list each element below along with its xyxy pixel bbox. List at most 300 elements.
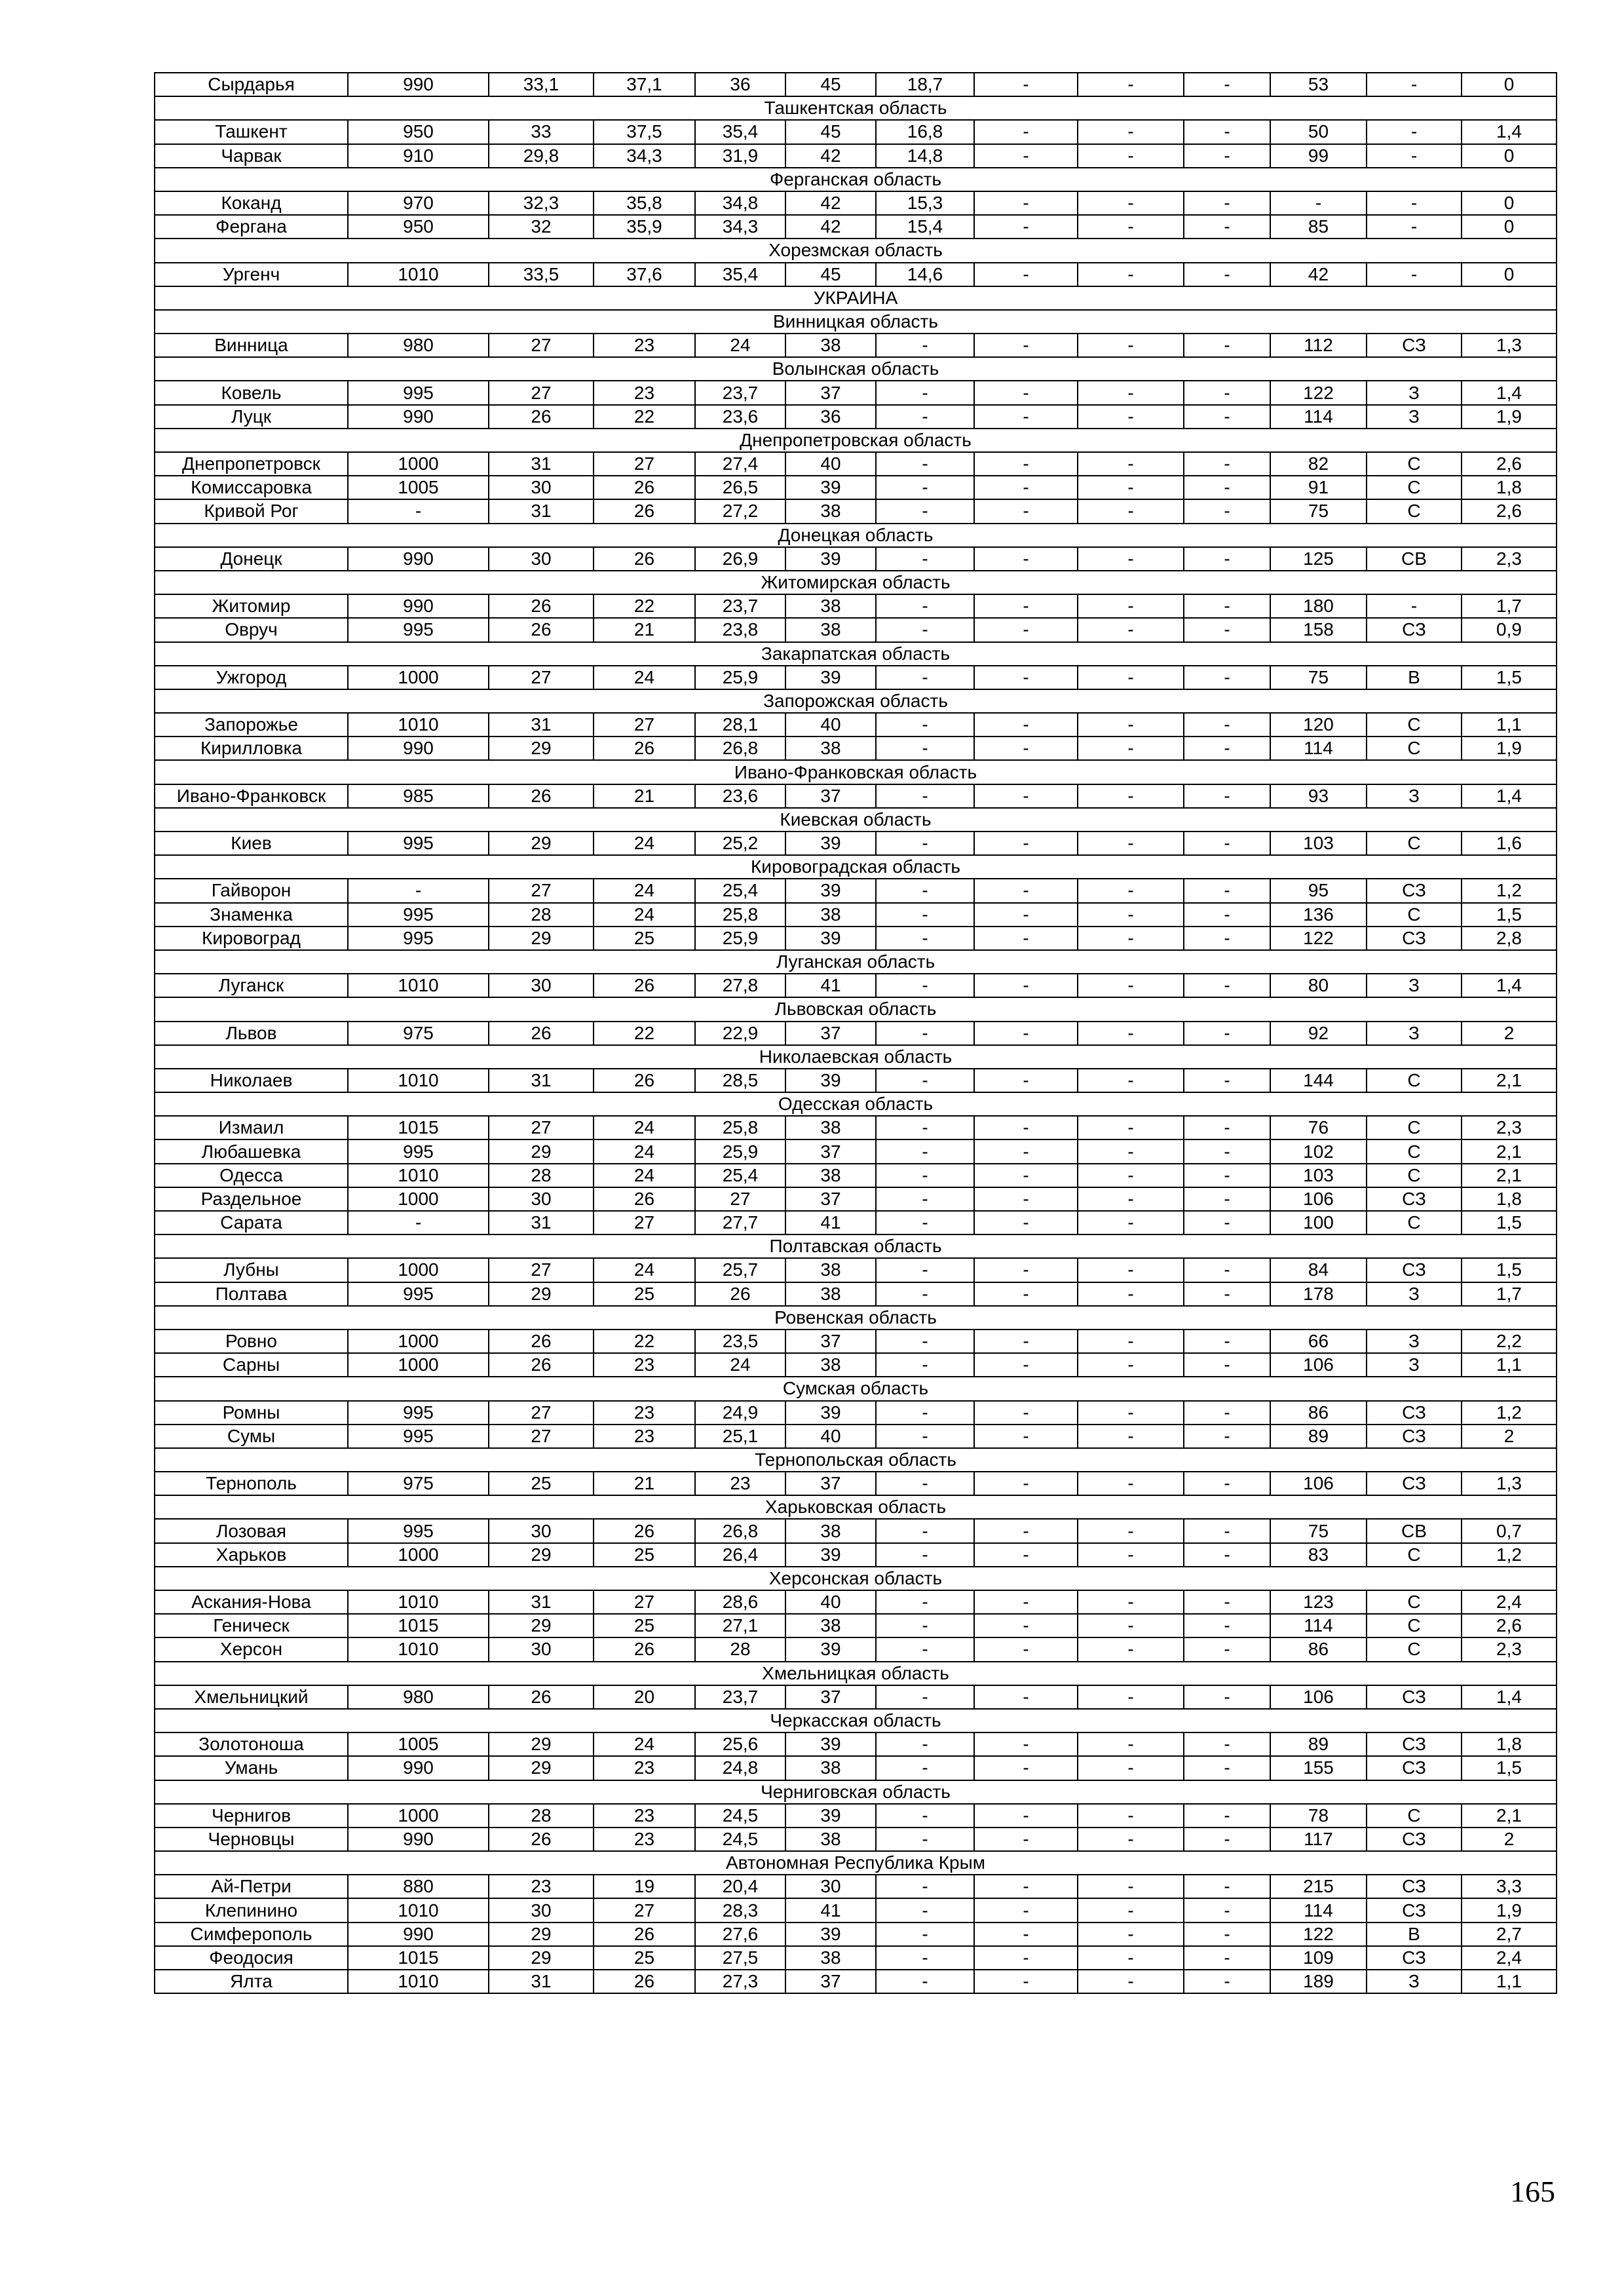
value-cell: - [974, 144, 1078, 168]
value-cell: 215 [1270, 1875, 1367, 1898]
value-cell: 0 [1462, 144, 1557, 168]
value-cell: - [1184, 1946, 1270, 1970]
value-cell: - [1078, 737, 1184, 760]
region-header-row [155, 642, 1557, 666]
value-cell: - [974, 927, 1078, 950]
station-name-cell: Чернигов [155, 1804, 348, 1827]
value-cell: 29,8 [489, 144, 594, 168]
value-cell: - [974, 1827, 1078, 1851]
value-cell: 45 [785, 263, 876, 286]
value-cell: 38 [785, 1282, 876, 1306]
value-cell: 21 [594, 618, 695, 641]
value-cell: - [876, 713, 974, 737]
value-cell: СЗ [1367, 618, 1462, 641]
value-cell: - [974, 1923, 1078, 1946]
value-cell: 30 [489, 974, 594, 997]
value-cell: 28,3 [695, 1898, 785, 1922]
value-cell: 980 [348, 334, 489, 357]
value-cell: - [974, 1543, 1078, 1567]
value-cell: 995 [348, 381, 489, 404]
value-cell: 27,2 [695, 499, 785, 523]
value-cell: 990 [348, 1923, 489, 1946]
value-cell: - [1078, 594, 1184, 618]
value-cell: 37 [785, 1472, 876, 1495]
value-cell: - [974, 713, 1078, 737]
value-cell: 37,1 [594, 73, 695, 96]
table-row [155, 191, 1557, 215]
value-cell: - [876, 927, 974, 950]
value-cell: 25 [594, 1282, 695, 1306]
value-cell: 31 [489, 1211, 594, 1234]
table-row [155, 334, 1557, 357]
station-name-cell: Кировоград [155, 927, 348, 950]
value-cell: 22 [594, 594, 695, 618]
value-cell: 1000 [348, 1187, 489, 1211]
region-header-row [155, 286, 1557, 310]
value-cell: 38 [785, 1258, 876, 1282]
value-cell: - [1184, 1590, 1270, 1614]
value-cell: 106 [1270, 1353, 1367, 1377]
value-cell: 1,4 [1462, 784, 1557, 808]
value-cell: 25,4 [695, 1164, 785, 1187]
value-cell: - [876, 1875, 974, 1898]
value-cell: С [1367, 713, 1462, 737]
value-cell: 2,6 [1462, 499, 1557, 523]
value-cell: 27 [489, 334, 594, 357]
value-cell: 27 [594, 1590, 695, 1614]
value-cell: - [1184, 1614, 1270, 1637]
value-cell: 1,1 [1462, 1353, 1557, 1377]
value-cell: - [974, 784, 1078, 808]
region-name: Ташкентская область [155, 96, 1557, 120]
value-cell: - [1184, 499, 1270, 523]
value-cell: - [974, 1472, 1078, 1495]
value-cell: 26 [489, 1022, 594, 1045]
table-row [155, 1946, 1557, 1970]
value-cell: 38 [785, 499, 876, 523]
value-cell: - [974, 381, 1078, 404]
value-cell: 36 [785, 405, 876, 429]
value-cell: - [876, 1732, 974, 1756]
value-cell: СЗ [1367, 927, 1462, 950]
value-cell: - [876, 903, 974, 927]
value-cell: 31 [489, 713, 594, 737]
station-name-cell: Ужгород [155, 666, 348, 689]
value-cell: 29 [489, 1543, 594, 1567]
value-cell: - [1078, 1614, 1184, 1637]
value-cell: - [974, 666, 1078, 689]
value-cell: 33,1 [489, 73, 594, 96]
region-name: Хмельницкая область [155, 1662, 1557, 1685]
value-cell: - [974, 476, 1078, 499]
value-cell: - [876, 1187, 974, 1211]
value-cell: 27,4 [695, 452, 785, 476]
value-cell: - [876, 334, 974, 357]
value-cell: 26 [489, 784, 594, 808]
value-cell: - [1367, 73, 1462, 96]
value-cell: 41 [785, 974, 876, 997]
region-name: Луганская область [155, 950, 1557, 974]
value-cell: 37 [785, 1022, 876, 1045]
value-cell: - [1078, 1946, 1184, 1970]
value-cell: 50 [1270, 120, 1367, 144]
value-cell: - [1184, 1164, 1270, 1187]
value-cell: 1,9 [1462, 737, 1557, 760]
station-name-cell: Киев [155, 832, 348, 855]
value-cell: - [974, 594, 1078, 618]
station-name-cell: Полтава [155, 1282, 348, 1306]
value-cell: 31 [489, 499, 594, 523]
value-cell: 23,7 [695, 1685, 785, 1709]
value-cell: 109 [1270, 1946, 1367, 1970]
value-cell: 38 [785, 618, 876, 641]
value-cell: 27,3 [695, 1970, 785, 1993]
station-name-cell: Винница [155, 334, 348, 357]
value-cell: - [1184, 144, 1270, 168]
value-cell: 990 [348, 547, 489, 571]
value-cell: - [876, 784, 974, 808]
value-cell: 2,8 [1462, 927, 1557, 950]
value-cell: 995 [348, 618, 489, 641]
value-cell: - [876, 1519, 974, 1542]
region-header-row [155, 96, 1557, 120]
value-cell: - [974, 1875, 1078, 1898]
value-cell: 33,5 [489, 263, 594, 286]
value-cell: 1000 [348, 1330, 489, 1353]
value-cell: 99 [1270, 144, 1367, 168]
value-cell: - [1184, 263, 1270, 286]
value-cell: 26 [594, 1923, 695, 1946]
value-cell: - [876, 1898, 974, 1922]
value-cell: 23 [489, 1875, 594, 1898]
value-cell: С [1367, 499, 1462, 523]
value-cell: - [974, 903, 1078, 927]
region-name: Полтавская область [155, 1234, 1557, 1258]
value-cell: 27 [489, 1401, 594, 1425]
value-cell: - [1078, 1472, 1184, 1495]
value-cell: - [1078, 1875, 1184, 1898]
value-cell: 2,6 [1462, 452, 1557, 476]
value-cell: С [1367, 1211, 1462, 1234]
value-cell: 910 [348, 144, 489, 168]
value-cell: 22 [594, 405, 695, 429]
region-header-row [155, 1092, 1557, 1116]
value-cell: 38 [785, 1519, 876, 1542]
value-cell: 25,9 [695, 666, 785, 689]
table-row [155, 666, 1557, 689]
value-cell: - [1078, 784, 1184, 808]
value-cell: 14,6 [876, 263, 974, 286]
value-cell: - [974, 1614, 1078, 1637]
value-cell: 27 [695, 1187, 785, 1211]
value-cell: 23 [594, 1425, 695, 1448]
value-cell: - [1078, 1827, 1184, 1851]
station-name-cell: Чарвак [155, 144, 348, 168]
value-cell: 23,6 [695, 784, 785, 808]
value-cell: 1,5 [1462, 1258, 1557, 1282]
region-name: Николаевская область [155, 1045, 1557, 1069]
value-cell: - [876, 832, 974, 855]
region-name: Винницкая область [155, 310, 1557, 334]
region-header-row [155, 239, 1557, 262]
value-cell: З [1367, 1970, 1462, 1993]
value-cell: - [1184, 1875, 1270, 1898]
value-cell: - [1078, 263, 1184, 286]
value-cell: - [1184, 1401, 1270, 1425]
station-name-cell: Любашевка [155, 1139, 348, 1163]
value-cell: 1,8 [1462, 476, 1557, 499]
value-cell: - [1184, 1898, 1270, 1922]
value-cell: - [974, 1519, 1078, 1542]
value-cell: 28 [489, 1164, 594, 1187]
region-header-row [155, 1709, 1557, 1732]
value-cell: З [1367, 974, 1462, 997]
region-header-row [155, 168, 1557, 191]
value-cell: 27 [489, 1425, 594, 1448]
value-cell: 24 [594, 1732, 695, 1756]
value-cell: 35,8 [594, 191, 695, 215]
value-cell: З [1367, 1282, 1462, 1306]
value-cell: 189 [1270, 1970, 1367, 1993]
value-cell: - [1078, 1401, 1184, 1425]
station-name-cell: Клепинино [155, 1898, 348, 1922]
value-cell: 39 [785, 1637, 876, 1661]
table-row [155, 1139, 1557, 1163]
station-name-cell: Луганск [155, 974, 348, 997]
value-cell: - [876, 1401, 974, 1425]
value-cell: 985 [348, 784, 489, 808]
value-cell: 26 [489, 594, 594, 618]
value-cell: - [1078, 666, 1184, 689]
table-row [155, 1614, 1557, 1637]
value-cell: - [974, 1211, 1078, 1234]
station-name-cell: Львов [155, 1022, 348, 1045]
value-cell: З [1367, 1353, 1462, 1377]
value-cell: - [974, 618, 1078, 641]
value-cell: - [1184, 1685, 1270, 1709]
value-cell: - [1184, 737, 1270, 760]
value-cell: 2,3 [1462, 547, 1557, 571]
value-cell: 1015 [348, 1614, 489, 1637]
value-cell: 995 [348, 1139, 489, 1163]
table-row [155, 476, 1557, 499]
station-name-cell: Запорожье [155, 713, 348, 737]
value-cell: - [876, 1543, 974, 1567]
value-cell: - [1184, 1022, 1270, 1045]
value-cell: 89 [1270, 1425, 1367, 1448]
table-row [155, 1401, 1557, 1425]
value-cell: 38 [785, 737, 876, 760]
value-cell: 28,5 [695, 1069, 785, 1092]
value-cell: 1,4 [1462, 1685, 1557, 1709]
value-cell: - [1078, 927, 1184, 950]
value-cell: 125 [1270, 547, 1367, 571]
table-row [155, 1756, 1557, 1780]
table-row [155, 594, 1557, 618]
value-cell: 2,3 [1462, 1116, 1557, 1139]
value-cell: - [1078, 73, 1184, 96]
value-cell: 38 [785, 334, 876, 357]
value-cell: - [876, 1827, 974, 1851]
value-cell: - [974, 499, 1078, 523]
value-cell: 31 [489, 452, 594, 476]
value-cell: С [1367, 476, 1462, 499]
value-cell: 38 [785, 1116, 876, 1139]
value-cell: - [1184, 1732, 1270, 1756]
value-cell: СЗ [1367, 1875, 1462, 1898]
value-cell: - [876, 666, 974, 689]
value-cell: 23,7 [695, 594, 785, 618]
value-cell: - [1367, 120, 1462, 144]
value-cell: 34,8 [695, 191, 785, 215]
value-cell: - [1184, 1258, 1270, 1282]
value-cell: - [1078, 1164, 1184, 1187]
value-cell: 27 [594, 452, 695, 476]
value-cell: - [1184, 1282, 1270, 1306]
table-row [155, 1732, 1557, 1756]
value-cell: 18,7 [876, 73, 974, 96]
value-cell: - [1184, 1211, 1270, 1234]
value-cell: 39 [785, 832, 876, 855]
value-cell: 41 [785, 1898, 876, 1922]
value-cell: 14,8 [876, 144, 974, 168]
value-cell: - [1078, 120, 1184, 144]
table-row [155, 1685, 1557, 1709]
table-row [155, 974, 1557, 997]
value-cell: - [1184, 1756, 1270, 1780]
value-cell: - [974, 1116, 1078, 1139]
value-cell: 30 [489, 547, 594, 571]
value-cell: 2,1 [1462, 1069, 1557, 1092]
value-cell: 39 [785, 1401, 876, 1425]
value-cell: 114 [1270, 1614, 1367, 1637]
value-cell: - [876, 1330, 974, 1353]
value-cell: 1,1 [1462, 1970, 1557, 1993]
table-row [155, 1211, 1557, 1234]
value-cell: - [1184, 215, 1270, 239]
value-cell: СЗ [1367, 1685, 1462, 1709]
value-cell: - [1078, 1211, 1184, 1234]
value-cell: 1,9 [1462, 1898, 1557, 1922]
value-cell: - [1184, 1519, 1270, 1542]
value-cell: 123 [1270, 1590, 1367, 1614]
value-cell: 0 [1462, 263, 1557, 286]
value-cell: 26 [594, 1970, 695, 1993]
region-header-row [155, 1495, 1557, 1519]
value-cell: 95 [1270, 879, 1367, 902]
value-cell: 122 [1270, 381, 1367, 404]
region-name: УКРАИНА [155, 286, 1557, 310]
value-cell: 980 [348, 1685, 489, 1709]
table-row [155, 1637, 1557, 1661]
value-cell: 3,3 [1462, 1875, 1557, 1898]
value-cell: 66 [1270, 1330, 1367, 1353]
value-cell: 112 [1270, 334, 1367, 357]
value-cell: 1000 [348, 452, 489, 476]
value-cell: С [1367, 903, 1462, 927]
value-cell: 26 [594, 737, 695, 760]
value-cell: - [876, 452, 974, 476]
value-cell: 26 [594, 1187, 695, 1211]
value-cell: - [1184, 1804, 1270, 1827]
value-cell: 37 [785, 1330, 876, 1353]
value-cell: 83 [1270, 1543, 1367, 1567]
value-cell: 25 [594, 1543, 695, 1567]
value-cell: 1,3 [1462, 334, 1557, 357]
value-cell: - [1184, 381, 1270, 404]
value-cell: - [1078, 1022, 1184, 1045]
value-cell: 38 [785, 1614, 876, 1637]
value-cell: 1,3 [1462, 1472, 1557, 1495]
value-cell: 39 [785, 547, 876, 571]
value-cell: - [974, 334, 1078, 357]
value-cell: - [1184, 879, 1270, 902]
value-cell: 28 [489, 1804, 594, 1827]
value-cell: СЗ [1367, 1401, 1462, 1425]
value-cell: 24,5 [695, 1827, 785, 1851]
value-cell: 0,7 [1462, 1519, 1557, 1542]
value-cell: 27 [489, 381, 594, 404]
value-cell: - [1078, 713, 1184, 737]
value-cell: 28,6 [695, 1590, 785, 1614]
table-row [155, 713, 1557, 737]
value-cell: - [1078, 1590, 1184, 1614]
value-cell: 1000 [348, 1353, 489, 1377]
value-cell: - [876, 1258, 974, 1282]
value-cell: С [1367, 1069, 1462, 1092]
value-cell: - [974, 452, 1078, 476]
value-cell: 89 [1270, 1732, 1367, 1756]
value-cell: - [1184, 666, 1270, 689]
value-cell: 29 [489, 1923, 594, 1946]
value-cell: - [974, 215, 1078, 239]
table-row [155, 1898, 1557, 1922]
value-cell: 26,9 [695, 547, 785, 571]
value-cell: 26 [594, 1637, 695, 1661]
value-cell: 23 [594, 1401, 695, 1425]
value-cell: - [876, 499, 974, 523]
value-cell: 30 [489, 1187, 594, 1211]
value-cell: 31 [489, 1590, 594, 1614]
value-cell: - [876, 1590, 974, 1614]
value-cell: 1000 [348, 1543, 489, 1567]
value-cell: 26 [594, 499, 695, 523]
region-name: Тернопольская область [155, 1448, 1557, 1472]
value-cell: СЗ [1367, 1827, 1462, 1851]
value-cell: 995 [348, 1425, 489, 1448]
value-cell: - [1078, 334, 1184, 357]
table-row [155, 73, 1557, 96]
value-cell: - [974, 1022, 1078, 1045]
value-cell: - [1078, 1804, 1184, 1827]
value-cell: 24,9 [695, 1401, 785, 1425]
value-cell: 38 [785, 1946, 876, 1970]
region-name: Львовская область [155, 997, 1557, 1021]
value-cell: 19 [594, 1875, 695, 1898]
value-cell: - [1184, 1353, 1270, 1377]
value-cell: 29 [489, 927, 594, 950]
value-cell: - [1184, 927, 1270, 950]
value-cell: 0 [1462, 215, 1557, 239]
value-cell: 41 [785, 1211, 876, 1234]
station-name-cell: Одесса [155, 1164, 348, 1187]
value-cell: - [974, 1590, 1078, 1614]
value-cell: - [1078, 1519, 1184, 1542]
region-name: Ферганская область [155, 168, 1557, 191]
station-name-cell: Комиссаровка [155, 476, 348, 499]
value-cell: 26 [695, 1282, 785, 1306]
value-cell: С [1367, 1637, 1462, 1661]
